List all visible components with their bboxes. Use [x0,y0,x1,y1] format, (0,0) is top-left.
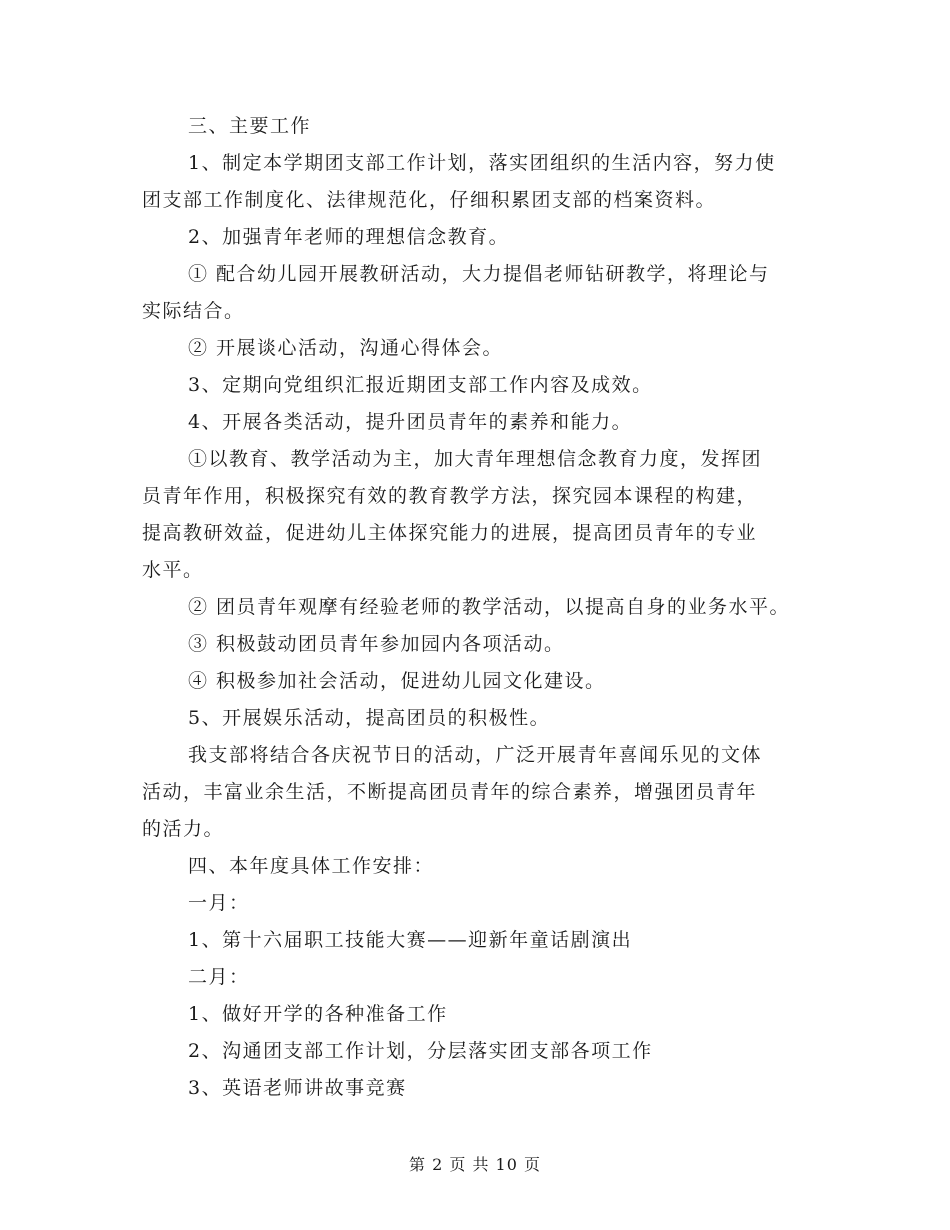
page-number-footer: 第 2 页 共 10 页 [409,1155,541,1174]
paragraph-line: ② 开展谈心活动，沟通心得体会。 [188,337,504,359]
section-heading: 三、主要工作 [188,115,312,137]
document-body [142,108,822,1107]
schedule-item: 1、做好开学的各种准备工作 [188,1003,448,1025]
month-heading: 二月： [188,966,250,988]
schedule-item: 1、第十六届职工技能大赛——迎新年童话剧演出 [188,929,633,951]
paragraph-line: 团支部工作制度化、法律规范化，仔细积累团支部的档案资料。 [142,189,717,211]
paragraph-line: 4、开展各类活动，提升团员青年的素养和能力。 [188,411,633,433]
paragraph-line: 实际结合。 [142,300,245,322]
paragraph-line: ① 配合幼儿园开展教研活动，大力提倡老师钻研教学，将理论与 [188,263,770,285]
section-heading: 四、本年度具体工作安排： [188,855,435,877]
schedule-item: 3、英语老师讲故事竞赛 [188,1077,407,1099]
paragraph-line: 1、制定本学期团支部工作计划，落实团组织的生活内容，努力使 [188,152,776,174]
paragraph-line: ③ 积极鼓动团员青年参加园内各项活动。 [188,633,565,655]
paragraph-line: 我支部将结合各庆祝节日的活动，广泛开展青年喜闻乐见的文体 [188,744,763,766]
paragraph-line: 水平。 [142,559,204,581]
paragraph-line: 3、定期向党组织汇报近期团支部工作内容及成效。 [188,374,653,396]
paragraph-line: 2、加强青年老师的理想信念教育。 [188,226,510,248]
paragraph-line: ①以教育、教学活动为主，加大青年理想信念教育力度，发挥团 [188,448,763,470]
paragraph-line: 活动，丰富业余生活，不断提高团员青年的综合素养，增强团员青年 [142,781,758,803]
schedule-item: 2、沟通团支部工作计划，分层落实团支部各项工作 [188,1040,653,1062]
paragraph-line: 提高教研效益，促进幼儿主体探究能力的进展，提高团员青年的专业 [142,522,758,544]
paragraph-line: 5、开展娱乐活动，提高团员的积极性。 [188,707,551,729]
paragraph-line: ② 团员青年观摩有经验老师的教学活动，以提高自身的业务水平。 [188,596,791,618]
paragraph-line: ④ 积极参加社会活动，促进幼儿园文化建设。 [188,670,606,692]
paragraph-line: 的活力。 [142,818,225,840]
month-heading: 一月： [188,892,250,914]
paragraph-line: 员青年作用，积极探究有效的教育教学方法，探究园本课程的构建， [142,485,758,507]
